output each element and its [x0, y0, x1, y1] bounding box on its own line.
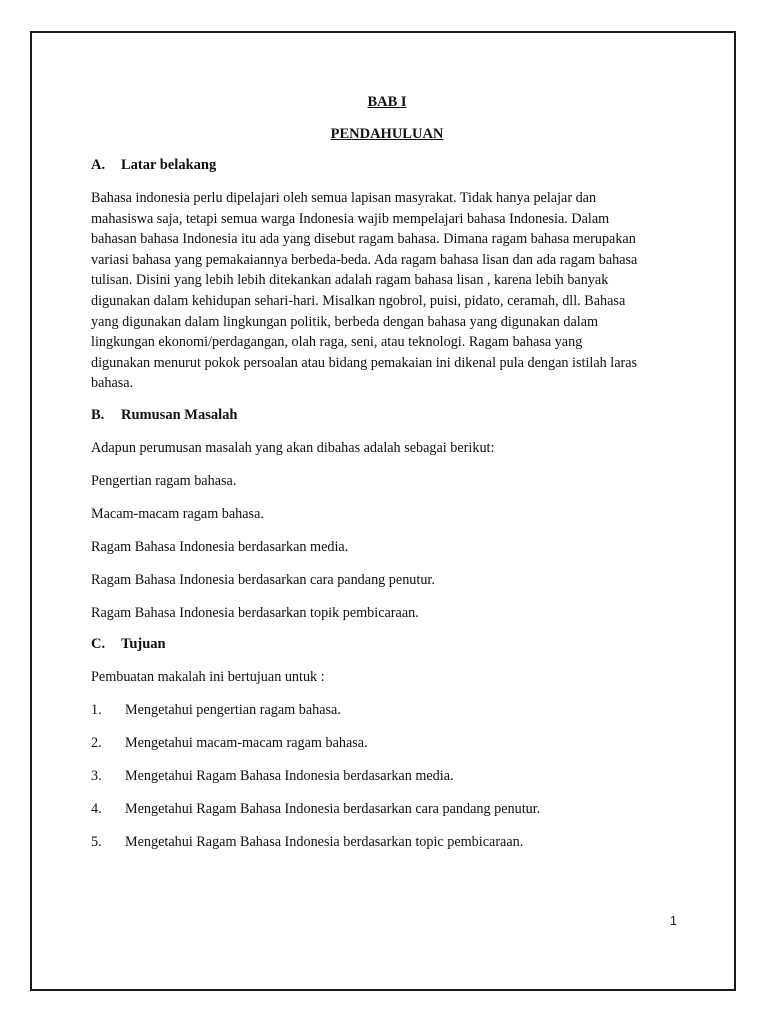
section-c-letter: C.	[91, 635, 106, 652]
page-content	[91, 93, 683, 852]
problem-intro: Adapun perumusan masalah yang akan dibahas adalah sebagai berikut:	[91, 439, 495, 456]
section-c-heading	[91, 635, 683, 654]
problem-item: Ragam Bahasa Indonesia berdasarkan cara pandang penutur.	[91, 571, 435, 588]
page-number: 1	[670, 914, 677, 928]
document-page	[30, 31, 736, 991]
paragraph-line: lingkungan ekonomi/perdagangan, olah raga, seni, atau teknologi. Ragam bahasa yang	[91, 334, 583, 351]
paragraph-line: digunakan dalam kehidupan sehari-hari. Misalkan ngobrol, puisi, pidato, ceramah, dll. Bahasa	[91, 292, 626, 309]
section-b-heading	[91, 406, 683, 425]
objective-text: Mengetahui Ragam Bahasa Indonesia berdasarkan topic pembicaraan.	[125, 833, 524, 850]
objective-item	[91, 701, 683, 720]
objective-item	[91, 767, 683, 786]
problem-item: Pengertian ragam bahasa.	[91, 472, 237, 489]
objective-number: 1.	[91, 701, 102, 718]
problem-item: Ragam Bahasa Indonesia berdasarkan topik pembicaraan.	[91, 604, 419, 621]
section-b-letter: B.	[91, 406, 105, 423]
paragraph-line: bahasa.	[91, 375, 134, 392]
objective-text: Mengetahui Ragam Bahasa Indonesia berdasarkan media.	[125, 767, 454, 784]
section-a-letter: A.	[91, 157, 106, 173]
section-a-title: Latar belakang	[121, 157, 217, 173]
objective-text: Mengetahui pengertian ragam bahasa.	[125, 701, 341, 718]
paragraph-line: yang digunakan dalam lingkungan politik, berbeda dengan bahasa yang digunakan dalam	[91, 313, 599, 330]
objective-item	[91, 800, 683, 819]
objective-item	[91, 734, 683, 753]
problem-item: Macam-macam ragam bahasa.	[91, 505, 264, 522]
objective-number: 2.	[91, 734, 102, 751]
paragraph-line: Bahasa indonesia perlu dipelajari oleh semua lapisan masyrakat. Tidak hanya pelajar dan	[91, 190, 597, 206]
paragraph-line: tulisan. Disini yang lebih lebih ditekankan adalah ragam bahasa lisan , karena lebih banyak	[91, 272, 609, 289]
objective-item	[91, 833, 683, 852]
paragraph-line: mahasiswa saja, tetapi semua warga Indonesia wajib mempelajari bahasa Indonesia. Dalam	[91, 210, 610, 227]
paragraph-line: bahasan bahasa Indonesia itu ada yang disebut ragam bahasa. Dimana ragam bahasa merupakan	[91, 231, 636, 248]
paragraph-line: digunakan menurut pokok persoalan atau bidang pemakaian ini dikenal pula dengan istilah laras	[91, 354, 638, 371]
objective-intro: Pembuatan makalah ini bertujuan untuk :	[91, 668, 325, 685]
objective-number: 3.	[91, 767, 102, 784]
objective-text: Mengetahui Ragam Bahasa Indonesia berdasarkan cara pandang penutur.	[125, 800, 541, 817]
paragraph-line: variasi bahasa yang pemakaiannya berbeda-beda. Ada ragam bahasa lisan dan ada ragam bahasa	[91, 251, 638, 268]
chapter-label: BAB I	[367, 94, 407, 110]
objective-text: Mengetahui macam-macam ragam bahasa.	[125, 734, 368, 751]
background-paragraph	[91, 188, 683, 394]
chapter-title: PENDAHULUAN	[330, 126, 444, 142]
section-b-title: Rumusan Masalah	[121, 406, 238, 423]
objective-number: 5.	[91, 833, 102, 850]
problem-item: Ragam Bahasa Indonesia berdasarkan media.	[91, 538, 349, 555]
section-c-title: Tujuan	[121, 635, 166, 652]
section-a-heading	[91, 156, 683, 175]
objective-number: 4.	[91, 800, 102, 817]
